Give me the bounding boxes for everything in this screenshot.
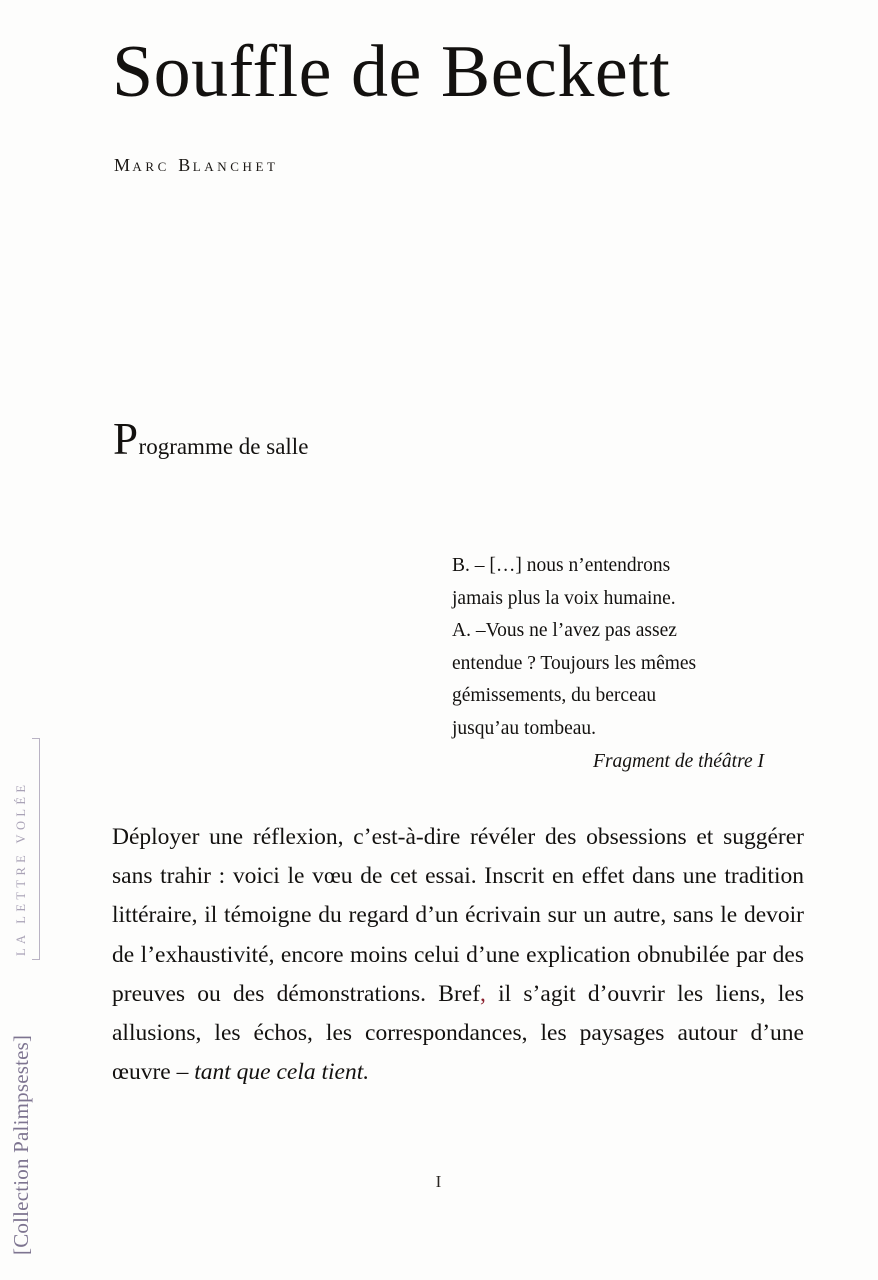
epigraph-block <box>452 550 782 778</box>
imprint-sidebar <box>0 0 52 1280</box>
epigraph-line: entendue ? Toujours les mêmes <box>452 652 697 674</box>
section-heading <box>113 414 309 464</box>
publisher-imprint-label: LA LETTRE VOLÉE <box>14 780 28 956</box>
body-italic-closing: tant que cela tient. <box>194 1059 370 1086</box>
imprint-vertical-rule <box>39 738 40 960</box>
epigraph-line: B. – […] nous n’entendrons <box>452 555 671 576</box>
author-initial-m: m <box>114 150 133 177</box>
author-initial-b: b <box>178 150 193 177</box>
body-red-comma: , <box>480 980 486 1007</box>
author-name-part-2: lanchet <box>192 155 279 176</box>
body-text-part-1: Déployer une réflexion, c’est-à-dire révéler des obsessions et suggérer sans trahir : voici le vœu de cet essai. Inscrit en effet dans une tradition littéraire, il témoigne du regard d’un écrivain sur un autre, sans le devoir de l’exhaustivité, encore moins celui d’une explication obnubilée par des preuves ou des démonstrations. Bref <box>112 824 804 1007</box>
epigraph-line: jusqu’au tombeau. <box>452 717 597 739</box>
page-title: Souffle de Beckett <box>112 31 671 113</box>
epigraph-line: A. –Vous ne l’avez pas assez <box>452 620 677 642</box>
epigraph-line: gémissements, du berceau <box>452 685 657 707</box>
body-text-part-2: il s’agit d’ouvrir les liens, les allusions, les échos, les correspondances, les paysages autour d’une œuvre – <box>112 980 804 1086</box>
author-name-part-1: arc <box>132 155 179 176</box>
page-number-folio: I <box>435 1172 443 1191</box>
epigraph-line: jamais plus la voix humaine. <box>452 587 676 609</box>
collection-label: [Collection Palimpsestes] <box>9 1034 33 1255</box>
section-heading-rest: rogramme de salle <box>138 434 309 459</box>
body-paragraph <box>112 818 804 1092</box>
epigraph-source-attribution: Fragment de théâtre I <box>593 750 764 772</box>
author-byline <box>114 150 279 178</box>
imprint-rule-bottom-tick <box>32 959 40 960</box>
section-heading-initial: P <box>113 414 139 464</box>
